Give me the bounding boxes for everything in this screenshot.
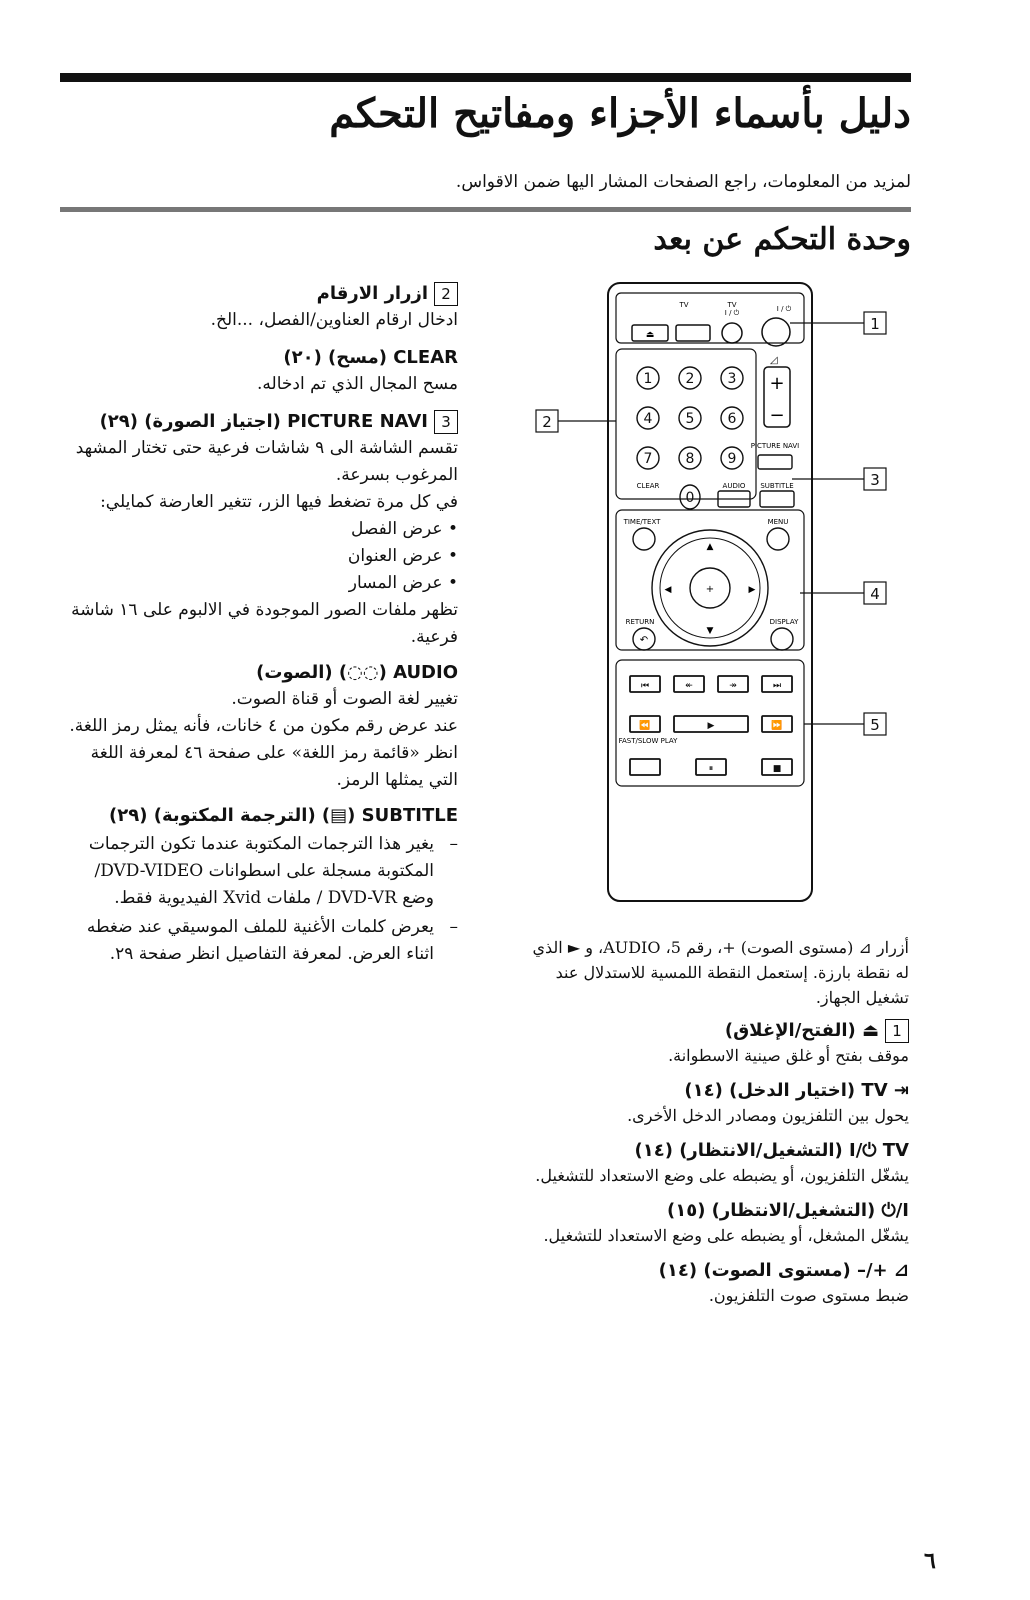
fast-slow-play-label: FAST/SLOW PLAY [618,737,678,745]
svg-text:↶: ↶ [639,635,649,646]
svg-text:▶: ▶ [748,585,756,595]
svg-text:+: + [705,584,715,595]
tv-input-desc: يحول بين التلفزيون ومصادر الدخل الأخرى. [627,1106,909,1125]
tv-input-label: TV [679,301,689,309]
heading-audio: AUDIO (◌◌) (الصوت) [256,662,458,683]
heading-text: ازرار الارقام [316,283,428,304]
callout-1: 1 [870,315,880,333]
heading-text: PICTURE NAVI (اجتياز الصورة) (٢٩) [99,411,428,432]
svg-text:↞: ↞ [685,681,693,691]
svg-text:▼: ▼ [706,626,714,636]
svg-text:■: ■ [772,764,782,774]
picture-navi-label: PICTURE NAVI [750,442,800,450]
callout-box: 1 [885,1019,909,1043]
tv-power-label: TV [727,301,737,309]
callout-5: 5 [870,716,880,734]
list-item: • عرض الفصل [60,516,458,543]
tv-io-label: I / ⏻ [724,309,740,317]
svg-text:⏸: ⏸ [708,764,714,774]
power-button[interactable] [762,318,790,346]
svg-text:+: + [769,373,785,394]
digit-label: 3 [727,371,737,387]
svg-text:▲: ▲ [706,542,714,552]
heading-power: I/⏻ (التشغيل/الانتظار) (١٥) [666,1200,909,1221]
subtitle-d1: – يغير هذا الترجمات المكتوبة عندما تكون الترجمات المكتوبة مسجلة على اسطوانات DVD-VIDEO/ وضع DVD-VR / ملفات Xvid الفيديوية فقط. [60,831,458,912]
power-desc: يشغّل المشغل، أو يضبطه على وضع الاستعداد للتشغيل. [543,1226,909,1245]
digit-label: 2 [685,371,695,387]
number-buttons-desc: ادخال ارقام العناوين/الفصل، ...الخ. [210,310,458,330]
subtitle-label: SUBTITLE [760,482,794,490]
picture-navi-p3: تظهر ملفات الصور الموجودة في الالبوم على ١٦ شاشة فرعية. [71,600,458,647]
tactile-note: أزرار ⊿ (مستوى الصوت) +، رقم 5، AUDIO، و ► الذي له نقطة بارزة. إستعمل النقطة اللمسية للاستدلال عند تشغيل الجهاز. [532,938,909,1007]
digit-label: 5 [685,411,695,427]
picture-navi-list [60,516,458,597]
picture-navi-p2: في كل مرة تضغط فيها الزر، تتغير العارضة كمايلي: [100,492,458,512]
digit-label: 1 [643,371,653,387]
volume-icon: ◿ [770,355,778,366]
digit-label: 7 [643,451,653,467]
digit-label: 4 [643,411,653,427]
svg-text:◀: ◀ [664,585,672,595]
picture-navi-p1: تقسم الشاشة الى ٩ شاشات فرعية حتى تختار المشهد المرغوب بسرعة. [75,438,458,485]
audio-p1: تغيير لغة الصوت أو قناة الصوت. [231,689,458,709]
left-column [60,280,458,968]
page-number: ٦ [924,1548,936,1574]
return-label: RETURN [625,618,655,626]
fast-slow-play-button[interactable] [630,759,660,775]
svg-text:↠: ↠ [729,681,737,691]
heading-text: ⏏ (الفتح/الإغلاق) [724,1020,879,1041]
digit-label: 0 [685,490,695,506]
heading-subtitle: SUBTITLE (▤) (الترجمة المكتوبة) (٢٩) [109,805,458,826]
callout-box: 2 [434,282,458,306]
heading-eject [520,1018,909,1043]
heading-tv-input: ⇥ TV (اختيار الدخل) (١٤) [684,1080,909,1101]
right-column [520,935,909,1308]
svg-text:⏮: ⏮ [640,681,650,691]
heading-number-buttons [60,280,458,307]
audio-p2: عند عرض رقم مكون من ٤ خانات، فأنه يمثل رمز اللغة. انظر «قائمة رمز اللغة» على صفحة ٤٦ لمعرفة اللغة التي يمثلها الرمز. [69,716,458,790]
list-item: • عرض المسار [60,570,458,597]
callout-box: 3 [434,410,458,434]
digit-label: 9 [727,451,737,467]
tv-power-desc: يشغّل التلفزيون، أو يضبطه على وضع الاستعداد للتشغيل. [535,1166,909,1185]
volume-desc: ضبط مستوى صوت التلفزيون. [708,1286,909,1305]
callout-4: 4 [870,585,880,603]
clear-desc: مسح المجال الذي تم ادخاله. [257,374,458,394]
subtitle-button[interactable] [760,491,794,507]
menu-label: MENU [767,518,789,526]
section-title: وحدة التحكم عن بعد [653,222,911,257]
subtitle-d2: – يعرض كلمات الأغنية للملف الموسيقي عند ضغطه اثناء العرض. لمعرفة التفاصيل انظر صفحة ٢٩. [60,914,458,968]
svg-text:▶: ▶ [707,721,715,731]
svg-text:−: − [769,405,785,426]
list-item: • عرض العنوان [60,543,458,570]
heading-tv-power: I/⏻ TV (التشغيل/الانتظار) (١٤) [634,1140,909,1161]
svg-text:⏪: ⏪ [639,721,651,731]
callout-3: 3 [870,471,880,489]
svg-text:⏭: ⏭ [772,681,782,691]
display-label: DISPLAY [769,618,799,626]
tv-power-button[interactable] [722,323,742,343]
picture-navi-button[interactable] [758,455,792,469]
audio-label: AUDIO [722,482,746,490]
tv-input-button[interactable] [676,325,710,341]
menu-button[interactable] [767,528,789,550]
power-label: I / ⏻ [776,305,792,313]
digit-label: 8 [685,451,695,467]
svg-text:⏏: ⏏ [645,330,655,340]
remote-control-illustration [520,275,910,905]
time-text-button[interactable] [633,528,655,550]
top-rule [60,73,911,82]
page-subtitle: لمزيد من المعلومات، راجع الصفحات المشار اليها ضمن الاقواس. [455,172,911,192]
time-text-label: TIME/TEXT [623,518,661,526]
section-rule [60,207,911,212]
callout-2: 2 [542,413,552,431]
page-title: دليل بأسماء الأجزاء ومفاتيح التحكم [329,90,911,137]
heading-volume: ⊿ +/– (مستوى الصوت) (١٤) [658,1260,909,1281]
heading-picture-navi [60,408,458,435]
eject-desc: موقف بفتح أو غلق صينية الاسطوانة. [668,1046,909,1065]
heading-clear: CLEAR (مسح) (٢٠) [283,347,458,368]
digit-label: 6 [727,411,737,427]
clear-label: CLEAR [636,482,660,490]
svg-text:⏩: ⏩ [771,721,783,731]
display-button[interactable] [771,628,793,650]
